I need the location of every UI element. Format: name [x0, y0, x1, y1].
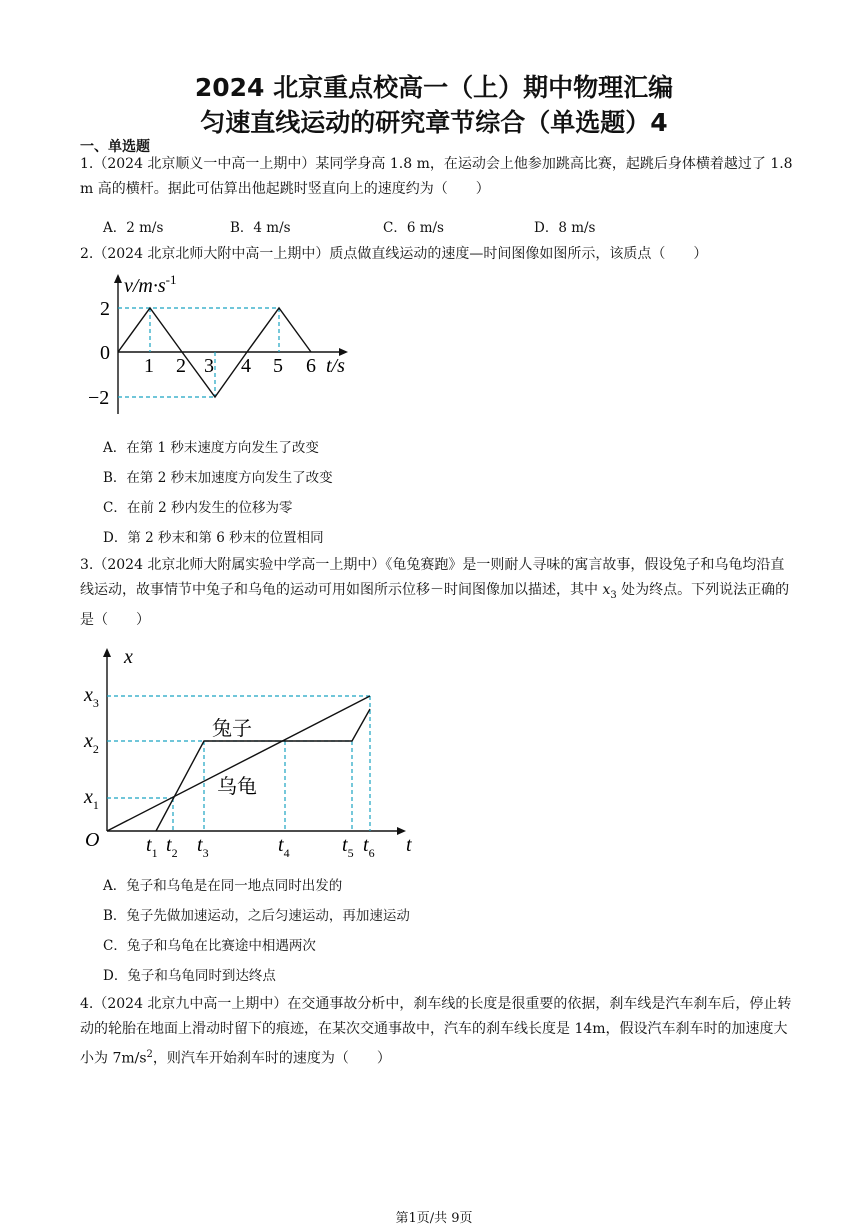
x-tick-t3: $t_3$	[197, 834, 209, 860]
page-footer: 第1页/共 9页	[395, 1211, 473, 1226]
question-3-text	[80, 553, 796, 633]
y-axis-label: x	[124, 646, 133, 668]
section-heading: 一、单选题	[80, 139, 150, 155]
q3-text-after: 处为终点。下列说法正确的是（ ）	[80, 582, 790, 628]
q3-option-a: A．兔子和乌龟是在同一地点同时出发的	[103, 878, 343, 894]
x-tick-t6: $t_6$	[363, 834, 375, 860]
x-axis-label: t/s	[326, 355, 345, 377]
y-axis-label: $v/m\cdot s^{-1}$	[124, 272, 177, 297]
position-time-graph	[80, 643, 430, 865]
y-tick-x1: $x_1$	[84, 786, 99, 812]
x-axis-arrow	[397, 827, 406, 835]
y-tick-neg2: −2	[88, 387, 110, 409]
q3-option-c: C．兔子和乌龟在比赛途中相遇两次	[103, 938, 316, 954]
x-tick-t4: $t_4$	[278, 834, 290, 860]
x-tick-t5: $t_5$	[342, 834, 354, 860]
y-tick-2: 2	[100, 298, 110, 320]
q3-text-sub: 3	[610, 589, 617, 601]
q2-option-a: A．在第 1 秒末速度方向发生了改变	[103, 440, 319, 456]
q3-text-before: 3.（2024 北京北师大附属实验中学高一上期中）《龟兔赛跑》是一则耐人寻味的寓言故事，假设兔子和乌龟均沿直线运动，故事情节中兔子和乌龟的运动可用如图所示位移－时间图像加以描述，其中	[80, 557, 785, 598]
y-axis-arrow	[114, 274, 122, 283]
turtle-label: 乌龟	[217, 776, 257, 798]
q4-text-sup: 2	[146, 1049, 153, 1060]
turtle-line	[107, 696, 370, 831]
x-axis-label: t	[406, 834, 412, 856]
y-tick-x2: $x_2$	[84, 730, 99, 756]
q1-option-c: C．6 m/s	[383, 220, 444, 236]
y-tick-0: 0	[100, 342, 110, 364]
q2-option-d: D．第 2 秒末和第 6 秒末的位置相同	[103, 530, 324, 546]
x-tick-t2: $t_2$	[166, 834, 178, 860]
x-tick-1: 1	[144, 355, 154, 377]
origin-label: O	[85, 829, 100, 851]
q4-text-before: 4.（2024 北京九中高一上期中）在交通事故分析中，刹车线的长度是很重要的依据，刹车线是汽车刹车后，停止转动的轮胎在地面上滑动时留下的痕迹，在某次交通事故中，汽车的刹车线长度是 14m，假设汽车刹车时的加速度大小为 7m/s	[80, 996, 792, 1067]
velocity-time-graph	[80, 270, 380, 420]
rabbit-line	[156, 709, 370, 831]
q1-option-d: D．8 m/s	[534, 220, 596, 236]
title-line-2: 匀速直线运动的研究章节综合（单选题）4	[200, 108, 668, 137]
q4-text-after: ，则汽车开始刹车时的速度为（ ）	[152, 1050, 391, 1067]
x-tick-2: 2	[176, 355, 186, 377]
question-4-text	[80, 992, 796, 1072]
q2-option-b: B．在第 2 秒末加速度方向发生了改变	[103, 470, 333, 486]
q1-option-a: A．2 m/s	[103, 220, 164, 236]
q3-option-b: B．兔子先做加速运动，之后匀速运动，再加速运动	[103, 908, 410, 924]
q2-option-c: C．在前 2 秒内发生的位移为零	[103, 500, 293, 516]
q3-text-var: x	[602, 582, 611, 598]
y-axis-arrow	[103, 648, 111, 657]
y-tick-x3: $x_3$	[84, 684, 99, 710]
x-tick-5: 5	[273, 355, 283, 377]
q3-option-d: D．兔子和乌龟同时到达终点	[103, 968, 276, 984]
question-1-text: 1.（2024 北京顺义一中高一上期中）某同学身高 1.8 m，在运动会上他参加跳高比赛，起跳后身体横着越过了 1.8 m 高的横杆。据此可估算出他起跳时竖直向上的速度约为（ ）	[80, 156, 793, 197]
x-tick-6: 6	[306, 355, 316, 377]
q1-option-b: B．4 m/s	[230, 220, 291, 236]
title-line-1: 2024 北京重点校高一（上）期中物理汇编	[194, 73, 674, 102]
x-tick-t1: $t_1$	[146, 834, 158, 860]
rabbit-label: 兔子	[212, 718, 252, 740]
x-tick-4: 4	[241, 355, 251, 377]
x-tick-3: 3	[204, 355, 214, 377]
question-2-text: 2.（2024 北京北师大附中高一上期中）质点做直线运动的速度—时间图像如图所示，该质点（ ）	[80, 246, 708, 262]
